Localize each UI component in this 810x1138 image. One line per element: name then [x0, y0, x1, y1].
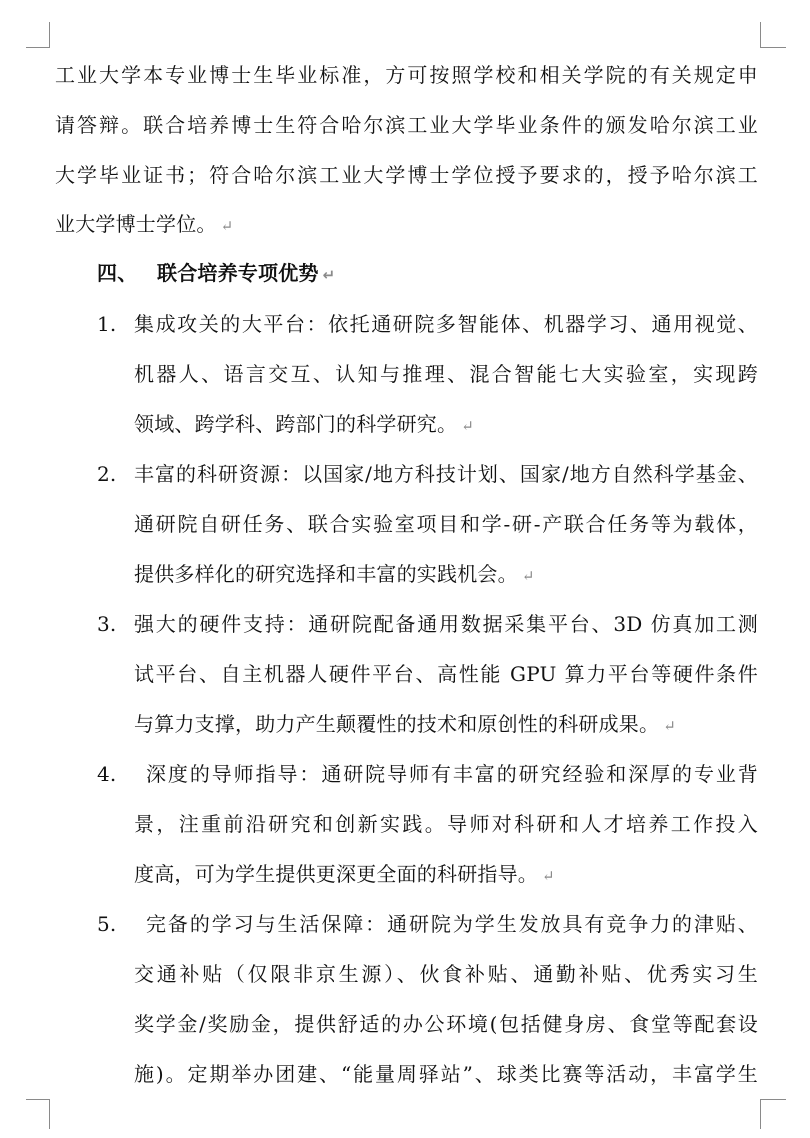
paragraph-mark-icon: ↵ [322, 266, 336, 284]
list-item-number: 3. [97, 612, 117, 636]
list-item-line: 交通补贴（仅限非京生源）、伙食补贴、通勤补贴、优秀实习生 [134, 962, 758, 986]
list-item-line: 与算力支撑，助力产生颠覆性的技术和原创性的科研成果。 [134, 712, 660, 736]
list-item-line: 度高，可为学生提供更深更全面的科研指导。 [134, 862, 538, 886]
section-heading [55, 253, 758, 293]
crop-mark-bottom-right-v [760, 1099, 761, 1129]
crop-mark-bottom-left-h [26, 1099, 50, 1100]
crop-mark-bottom-left-v [49, 1099, 50, 1129]
crop-mark-top-left-h [26, 47, 50, 48]
list-item-line: 深度的导师指导：通研院导师有丰富的研究经验和深厚的专业背 [146, 762, 758, 786]
crop-mark-bottom-right-h [760, 1099, 786, 1100]
list-item-line: 丰富的科研资源：以国家/地方科技计划、国家/地方自然科学基金、 [134, 462, 758, 486]
list-item-line: 试平台、自主机器人硬件平台、高性能 GPU 算力平台等硬件条件 [134, 662, 758, 686]
crop-mark-top-left-v [49, 22, 50, 48]
paragraph-mark-icon: ↵ [521, 567, 535, 585]
intro-line: 请答辩。联合培养博士生符合哈尔滨工业大学毕业条件的颁发哈尔滨工业 [55, 113, 758, 137]
list-item-line: 提供多样化的研究选择和丰富的实践机会。 [134, 562, 518, 586]
crop-mark-top-right-v [760, 22, 761, 48]
section-heading-title: 联合培养专项优势 [157, 261, 319, 285]
list-item-line: 机器人、语言交互、认知与推理、混合智能七大实验室，实现跨 [134, 362, 758, 386]
list-item-line: 领域、跨学科、跨部门的科学研究。 [134, 412, 458, 436]
paragraph-mark-icon: ↵ [461, 417, 474, 435]
intro-line: 工业大学本专业博士生毕业标准，方可按照学校和相关学院的有关规定申 [55, 63, 758, 87]
intro-line: 大学毕业证书；符合哈尔滨工业大学博士学位授予要求的，授予哈尔滨工 [55, 163, 758, 187]
list-item-line: 通研院自研任务、联合实验室项目和学-研-产联合任务等为载体， [134, 512, 758, 536]
intro-line [55, 204, 758, 244]
crop-mark-top-right-h [760, 47, 786, 48]
list-item-line: 完备的学习与生活保障：通研院为学生发放具有竞争力的津贴、 [146, 912, 758, 936]
intro-line-text: 业大学博士学位。 [55, 212, 217, 236]
paragraph-mark-icon: ↵ [663, 717, 676, 735]
list-item-line: 奖学金/奖励金，提供舒适的办公环境(包括健身房、食堂等配套设 [134, 1012, 758, 1036]
list-item-number: 1. [97, 312, 117, 336]
list-item-line: 景，注重前沿研究和创新实践。导师对科研和人才培养工作投入 [134, 812, 758, 836]
list-item-line: 集成攻关的大平台：依托通研院多智能体、机器学习、通用视觉、 [134, 312, 758, 336]
list-item-number: 5. [97, 912, 117, 936]
list-item-line: 强大的硬件支持：通研院配备通用数据采集平台、3D 仿真加工测 [134, 612, 758, 636]
list-item-number: 2. [97, 462, 117, 486]
paragraph-mark-icon: ↵ [220, 217, 234, 235]
list-item-line: 施)。定期举办团建、“能量周驿站”、球类比赛等活动，丰富学生 [134, 1062, 758, 1086]
list-item-number: 4. [97, 762, 117, 786]
section-heading-number: 四、 [97, 261, 138, 285]
paragraph-mark-icon: ↵ [542, 867, 555, 885]
